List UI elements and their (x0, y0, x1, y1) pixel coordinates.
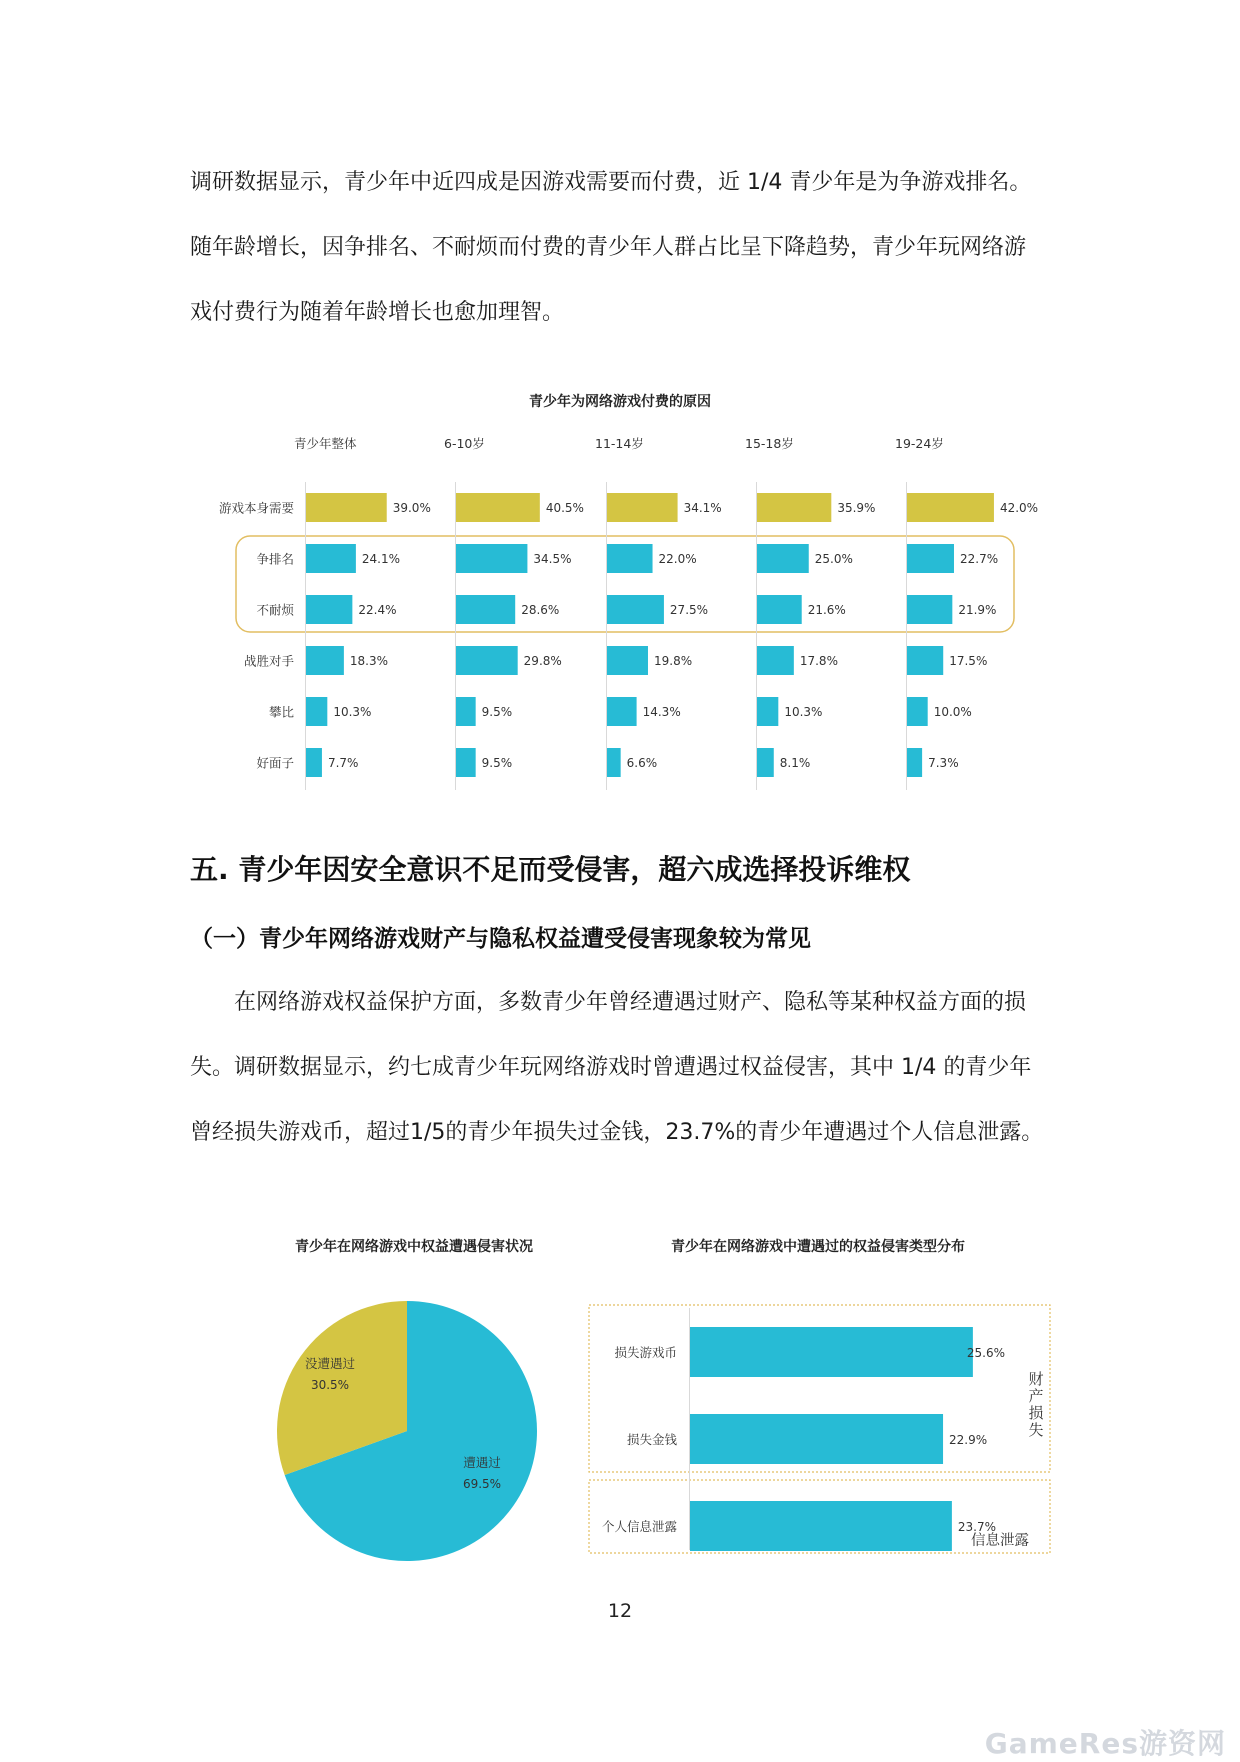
panel-label: 青少年整体 (294, 436, 357, 451)
bar (757, 748, 774, 777)
panel-label: 6-10岁 (444, 436, 485, 451)
intro-line: 戏付费行为随着年龄增长也愈加理智。 (190, 300, 565, 325)
section-subheading: （一）青少年网络游戏财产与隐私权益遭受侵害现象较为常见 (190, 926, 811, 952)
bar (757, 493, 831, 522)
data-label: 9.5% (481, 756, 513, 770)
infringement-type-chart (0, 1230, 1240, 1570)
data-label: 6.6% (626, 756, 658, 770)
data-label: 29.8% (523, 654, 562, 668)
slice-value: 30.5% (310, 1378, 350, 1392)
bar (690, 1501, 952, 1551)
data-label: 34.1% (683, 501, 722, 515)
bar (306, 595, 352, 624)
bar (456, 544, 527, 573)
data-label: 35.9% (837, 501, 876, 515)
slice-value: 69.5% (462, 1477, 502, 1491)
rights-line: 失。调研数据显示，约七成青少年玩网络游戏时曾遭遇过权益侵害，其中 1/4 的青少年 (190, 1055, 1032, 1080)
bar (607, 646, 648, 675)
panel-label: 11-14岁 (595, 436, 644, 451)
category-label: 攀比 (268, 704, 294, 720)
data-label: 7.7% (327, 756, 359, 770)
bar (456, 493, 540, 522)
data-label: 8.1% (779, 756, 811, 770)
data-label: 39.0% (392, 501, 431, 515)
rights-paragraph (190, 970, 1070, 1165)
data-label: 23.7% (957, 1520, 997, 1534)
data-label: 18.3% (349, 654, 389, 668)
bar (907, 697, 928, 726)
bar (757, 697, 778, 726)
bar (306, 697, 327, 726)
category-label: 损失金钱 (626, 1432, 677, 1447)
bar (690, 1414, 943, 1464)
bar (907, 646, 943, 675)
bar (456, 595, 515, 624)
watermark: GameRes游资网 (984, 1727, 1226, 1760)
page-number: 12 (607, 1600, 633, 1622)
bar (690, 1327, 973, 1377)
category-label: 争排名 (256, 551, 294, 567)
data-label: 42.0% (999, 501, 1039, 515)
data-label: 22.7% (959, 552, 999, 566)
bar (907, 493, 994, 522)
panel-label: 19-24岁 (895, 436, 944, 451)
category-label: 损失游戏币 (614, 1345, 677, 1360)
category-label: 好面子 (256, 755, 294, 771)
chart-title: 青少年为网络游戏付费的原因 (529, 394, 711, 410)
intro-line: 调研数据显示，青少年中近四成是因游戏需要而付费，近 1/4 青少年是为争游戏排名。 (190, 170, 1032, 195)
data-label: 28.6% (521, 603, 560, 617)
bar (607, 697, 637, 726)
bar (907, 544, 954, 573)
bar (607, 493, 678, 522)
rights-line: 在网络游戏权益保护方面，多数青少年曾经遭遇过财产、隐私等某种权益方面的损 (190, 990, 1027, 1015)
data-label: 22.0% (658, 552, 697, 566)
payment-reasons-chart (0, 380, 1240, 800)
data-label: 22.9% (949, 1433, 988, 1447)
data-label: 40.5% (545, 501, 584, 515)
data-label: 7.3% (928, 756, 959, 770)
bar (907, 595, 952, 624)
data-label: 27.5% (669, 603, 709, 617)
chart-title: 青少年在网络游戏中权益遭遇侵害状况 (295, 1239, 533, 1255)
data-label: 10.0% (933, 705, 972, 719)
data-label: 17.5% (949, 654, 988, 668)
data-label: 34.5% (533, 552, 572, 566)
intro-paragraph (190, 150, 1070, 345)
bar (907, 748, 922, 777)
data-label: 14.3% (642, 705, 681, 719)
slice-label: 没遭遇过 (304, 1356, 356, 1371)
bar (607, 595, 664, 624)
bar (456, 748, 476, 777)
bar (306, 493, 387, 522)
category-label: 不耐烦 (256, 602, 294, 618)
category-label: 个人信息泄露 (601, 1519, 677, 1534)
data-label: 17.8% (799, 654, 838, 668)
data-label: 9.5% (481, 705, 513, 719)
data-label: 24.1% (361, 552, 401, 566)
data-label: 21.9% (958, 603, 997, 617)
bar (306, 748, 322, 777)
data-label: 25.0% (814, 552, 853, 566)
bar (757, 646, 794, 675)
slice-label: 遭遇过 (463, 1455, 501, 1470)
bar (456, 646, 518, 675)
category-label: 游戏本身需要 (218, 500, 294, 516)
bar (607, 748, 621, 777)
group-label: 信息泄露 (971, 1533, 1029, 1549)
intro-line: 随年龄增长，因争排名、不耐烦而付费的青少年人群占比呈下降趋势，青少年玩网络游 (190, 235, 1027, 260)
data-label: 21.6% (807, 603, 846, 617)
bar (306, 646, 344, 675)
category-label: 战胜对手 (243, 653, 294, 669)
group-label: 财产损失 (1028, 1370, 1044, 1439)
data-label: 10.3% (784, 705, 823, 719)
data-label: 19.8% (653, 654, 693, 668)
bar (757, 595, 802, 624)
data-label: 25.6% (966, 1346, 1006, 1360)
bar (607, 544, 653, 573)
bar (306, 544, 356, 573)
data-label: 22.4% (358, 603, 397, 617)
panel-label: 15-18岁 (745, 436, 794, 451)
data-label: 10.3% (333, 705, 372, 719)
bar (456, 697, 476, 726)
rights-line: 曾经损失游戏币，超过1/5的青少年损失过金钱，23.7%的青少年遭遇过个人信息泄露。 (190, 1120, 1044, 1145)
bar (757, 544, 809, 573)
section-heading: 五. 青少年因安全意识不足而受侵害，超六成选择投诉维权 (190, 853, 911, 886)
chart-title: 青少年在网络游戏中遭遇过的权益侵害类型分布 (671, 1239, 965, 1255)
